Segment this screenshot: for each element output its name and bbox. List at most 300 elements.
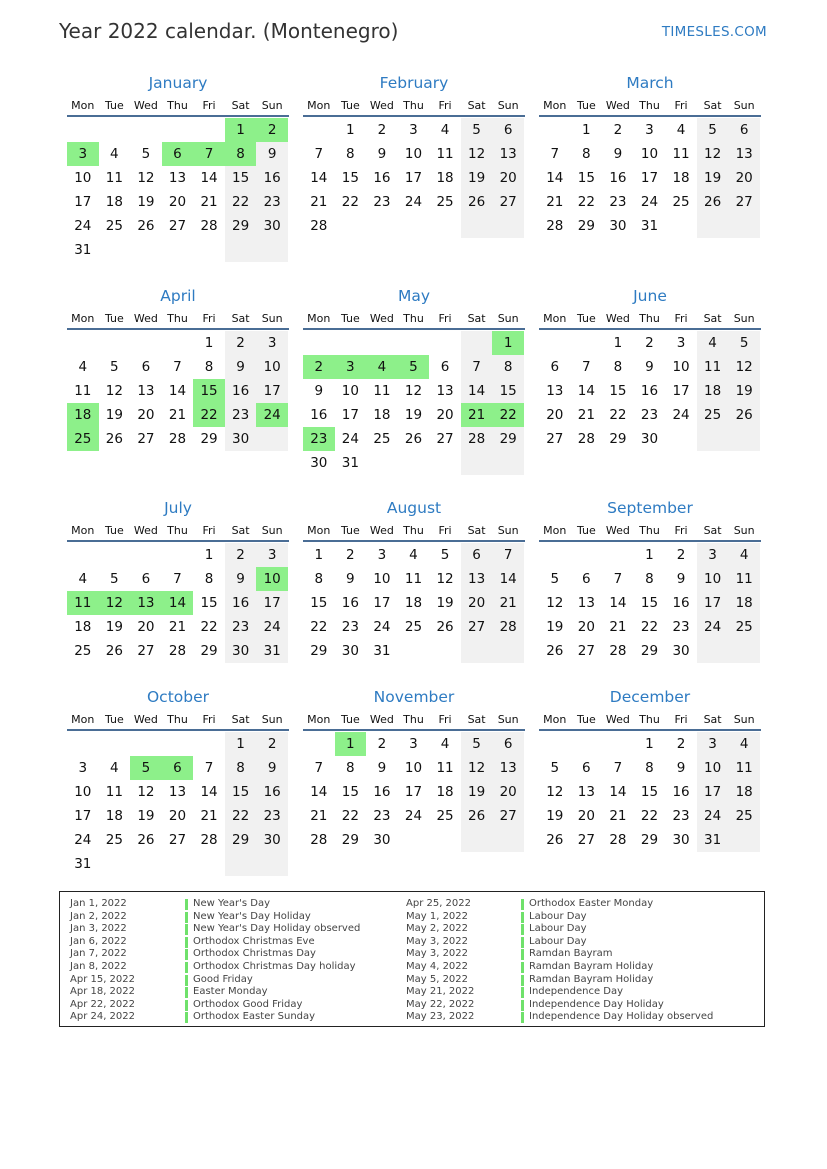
day-cell[interactable]: 9: [346, 571, 355, 587]
day-cell[interactable]: 24: [640, 194, 659, 210]
day-cell[interactable]: 21: [609, 619, 627, 635]
day-cell[interactable]: 7: [582, 359, 591, 375]
day-cell[interactable]: 19: [436, 595, 454, 611]
day-cell[interactable]: 15: [640, 595, 659, 611]
day-cell[interactable]: 16: [672, 784, 690, 800]
day-cell[interactable]: 14: [200, 784, 218, 800]
day-cell[interactable]: 23: [373, 808, 391, 824]
day-cell[interactable]: 28: [310, 832, 328, 848]
day-cell[interactable]: 31: [74, 242, 92, 258]
day-cell[interactable]: 27: [577, 832, 595, 848]
day-cell[interactable]: 10: [640, 146, 659, 162]
day-cell[interactable]: 26: [137, 218, 155, 234]
day-cell[interactable]: 1: [645, 736, 654, 752]
day-cell[interactable]: 29: [577, 218, 595, 234]
day-cell[interactable]: 20: [728, 166, 760, 190]
day-cell[interactable]: 11: [697, 355, 729, 379]
day-cell[interactable]: 21: [168, 407, 187, 423]
day-cell[interactable]: 13: [492, 142, 524, 166]
day-cell[interactable]: 13: [546, 383, 564, 399]
day-cell[interactable]: 15: [310, 595, 328, 611]
day-cell[interactable]: 26: [461, 804, 493, 828]
day-cell[interactable]: 12: [546, 595, 564, 611]
day-cell[interactable]: 18: [436, 170, 454, 186]
day-cell[interactable]: 1: [645, 547, 654, 563]
day-cell[interactable]: 18: [404, 595, 423, 611]
holiday-day-cell[interactable]: 5: [398, 355, 430, 379]
holiday-day-cell[interactable]: 1: [335, 732, 367, 756]
day-cell[interactable]: 25: [728, 615, 760, 639]
day-cell[interactable]: 5: [697, 118, 729, 142]
day-cell[interactable]: 31: [256, 639, 288, 663]
day-cell[interactable]: 8: [613, 359, 623, 375]
day-cell[interactable]: 30: [310, 455, 328, 471]
day-cell[interactable]: 5: [461, 118, 493, 142]
holiday-day-cell[interactable]: 2: [256, 118, 288, 142]
day-cell[interactable]: 19: [404, 407, 423, 423]
day-cell[interactable]: 27: [137, 431, 155, 447]
day-cell[interactable]: 18: [728, 591, 760, 615]
day-cell[interactable]: 9: [676, 571, 686, 587]
day-cell[interactable]: 8: [225, 756, 257, 780]
day-cell[interactable]: 1: [582, 122, 591, 138]
day-cell[interactable]: 29: [225, 214, 257, 238]
day-cell[interactable]: 14: [461, 379, 493, 403]
day-cell[interactable]: 28: [200, 218, 218, 234]
day-cell[interactable]: 14: [609, 595, 627, 611]
day-cell[interactable]: 26: [728, 403, 760, 427]
day-cell[interactable]: 4: [440, 736, 450, 752]
day-cell[interactable]: 31: [341, 455, 359, 471]
day-cell[interactable]: 7: [613, 571, 623, 587]
day-cell[interactable]: 3: [697, 732, 729, 756]
day-cell[interactable]: 28: [609, 643, 627, 659]
day-cell[interactable]: 7: [492, 543, 524, 567]
day-cell[interactable]: 25: [672, 194, 690, 210]
day-cell[interactable]: 5: [550, 571, 560, 587]
day-cell[interactable]: 7: [204, 760, 214, 776]
day-cell[interactable]: 11: [436, 760, 454, 776]
day-cell[interactable]: 3: [676, 335, 686, 351]
day-cell[interactable]: 25: [373, 431, 391, 447]
day-cell[interactable]: 22: [609, 407, 627, 423]
day-cell[interactable]: 24: [341, 431, 359, 447]
day-cell[interactable]: 12: [546, 784, 564, 800]
day-cell[interactable]: 16: [225, 379, 257, 403]
day-cell[interactable]: 7: [314, 146, 324, 162]
day-cell[interactable]: 26: [436, 619, 454, 635]
day-cell[interactable]: 9: [225, 355, 257, 379]
day-cell[interactable]: 30: [373, 832, 391, 848]
day-cell[interactable]: 2: [676, 547, 686, 563]
day-cell[interactable]: 9: [676, 760, 686, 776]
day-cell[interactable]: 29: [200, 643, 218, 659]
day-cell[interactable]: 31: [640, 218, 659, 234]
day-cell[interactable]: 23: [672, 619, 690, 635]
day-cell[interactable]: 21: [310, 194, 328, 210]
day-cell[interactable]: 13: [436, 383, 454, 399]
day-cell[interactable]: 14: [609, 784, 627, 800]
day-cell[interactable]: 30: [672, 832, 690, 848]
day-cell[interactable]: 16: [373, 784, 391, 800]
day-cell[interactable]: 28: [168, 431, 187, 447]
day-cell[interactable]: 28: [609, 832, 627, 848]
day-cell[interactable]: 23: [373, 194, 391, 210]
day-cell[interactable]: 27: [492, 804, 524, 828]
day-cell[interactable]: 19: [697, 166, 729, 190]
day-cell[interactable]: 29: [310, 643, 328, 659]
holiday-day-cell[interactable]: 6: [162, 756, 194, 780]
day-cell[interactable]: 23: [640, 407, 659, 423]
day-cell[interactable]: 21: [577, 407, 595, 423]
day-cell[interactable]: 25: [728, 804, 760, 828]
holiday-day-cell[interactable]: 25: [67, 427, 99, 451]
day-cell[interactable]: 15: [577, 170, 595, 186]
day-cell[interactable]: 8: [204, 359, 214, 375]
day-cell[interactable]: 17: [697, 780, 729, 804]
day-cell[interactable]: 10: [256, 355, 288, 379]
day-cell[interactable]: 13: [168, 784, 187, 800]
day-cell[interactable]: 17: [672, 383, 690, 399]
day-cell[interactable]: 14: [200, 170, 218, 186]
day-cell[interactable]: 16: [373, 170, 391, 186]
day-cell[interactable]: 19: [461, 780, 493, 804]
day-cell[interactable]: 27: [168, 218, 187, 234]
day-cell[interactable]: 2: [377, 736, 387, 752]
day-cell[interactable]: 26: [461, 190, 493, 214]
day-cell[interactable]: 24: [404, 194, 423, 210]
day-cell[interactable]: 20: [577, 808, 595, 824]
day-cell[interactable]: 10: [341, 383, 359, 399]
day-cell[interactable]: 9: [377, 146, 387, 162]
day-cell[interactable]: 10: [74, 784, 92, 800]
day-cell[interactable]: 23: [225, 615, 257, 639]
day-cell[interactable]: 13: [577, 595, 595, 611]
holiday-day-cell[interactable]: 4: [366, 355, 398, 379]
day-cell[interactable]: 15: [609, 383, 627, 399]
day-cell[interactable]: 27: [728, 190, 760, 214]
holiday-day-cell[interactable]: 2: [303, 355, 335, 379]
day-cell[interactable]: 10: [404, 146, 423, 162]
day-cell[interactable]: 12: [404, 383, 423, 399]
day-cell[interactable]: 13: [137, 383, 155, 399]
day-cell[interactable]: 3: [697, 543, 729, 567]
day-cell[interactable]: 20: [137, 407, 155, 423]
day-cell[interactable]: 5: [440, 547, 450, 563]
day-cell[interactable]: 27: [137, 643, 155, 659]
day-cell[interactable]: 2: [613, 122, 623, 138]
day-cell[interactable]: 5: [110, 359, 119, 375]
day-cell[interactable]: 12: [461, 142, 493, 166]
day-cell[interactable]: 15: [640, 784, 659, 800]
holiday-day-cell[interactable]: 8: [225, 142, 257, 166]
day-cell[interactable]: 7: [461, 355, 493, 379]
day-cell[interactable]: 30: [225, 639, 257, 663]
day-cell[interactable]: 3: [256, 543, 288, 567]
day-cell[interactable]: 11: [373, 383, 391, 399]
day-cell[interactable]: 27: [492, 190, 524, 214]
day-cell[interactable]: 5: [550, 760, 560, 776]
day-cell[interactable]: 7: [314, 760, 324, 776]
day-cell[interactable]: 19: [105, 407, 123, 423]
day-cell[interactable]: 12: [697, 142, 729, 166]
day-cell[interactable]: 4: [728, 732, 760, 756]
day-cell[interactable]: 29: [225, 828, 257, 852]
day-cell[interactable]: 21: [310, 808, 328, 824]
day-cell[interactable]: 2: [645, 335, 654, 351]
day-cell[interactable]: 7: [550, 146, 560, 162]
day-cell[interactable]: 18: [105, 194, 123, 210]
day-cell[interactable]: 21: [200, 194, 218, 210]
day-cell[interactable]: 30: [609, 218, 627, 234]
day-cell[interactable]: 30: [225, 427, 257, 451]
holiday-day-cell[interactable]: 22: [193, 403, 225, 427]
day-cell[interactable]: 22: [577, 194, 595, 210]
day-cell[interactable]: 4: [110, 760, 119, 776]
day-cell[interactable]: 2: [346, 547, 355, 563]
day-cell[interactable]: 25: [105, 218, 123, 234]
day-cell[interactable]: 27: [436, 431, 454, 447]
day-cell[interactable]: 7: [173, 571, 182, 587]
day-cell[interactable]: 6: [440, 359, 450, 375]
day-cell[interactable]: 24: [74, 218, 92, 234]
day-cell[interactable]: 24: [404, 808, 423, 824]
day-cell[interactable]: 22: [341, 194, 359, 210]
day-cell[interactable]: 27: [546, 431, 564, 447]
day-cell[interactable]: 25: [105, 832, 123, 848]
day-cell[interactable]: 18: [697, 379, 729, 403]
day-cell[interactable]: 14: [546, 170, 564, 186]
day-cell[interactable]: 22: [225, 804, 257, 828]
day-cell[interactable]: 30: [341, 643, 359, 659]
day-cell[interactable]: 8: [346, 760, 355, 776]
day-cell[interactable]: 6: [492, 732, 524, 756]
day-cell[interactable]: 16: [672, 595, 690, 611]
day-cell[interactable]: 2: [377, 122, 387, 138]
day-cell[interactable]: 24: [74, 832, 92, 848]
day-cell[interactable]: 13: [461, 567, 493, 591]
day-cell[interactable]: 12: [461, 756, 493, 780]
day-cell[interactable]: 9: [256, 142, 288, 166]
day-cell[interactable]: 19: [546, 808, 564, 824]
day-cell[interactable]: 4: [697, 331, 729, 355]
day-cell[interactable]: 30: [256, 214, 288, 238]
day-cell[interactable]: 6: [492, 118, 524, 142]
day-cell[interactable]: 29: [640, 832, 659, 848]
day-cell[interactable]: 14: [310, 784, 328, 800]
day-cell[interactable]: 28: [200, 832, 218, 848]
day-cell[interactable]: 27: [577, 643, 595, 659]
day-cell[interactable]: 18: [74, 619, 92, 635]
day-cell[interactable]: 28: [310, 218, 328, 234]
day-cell[interactable]: 3: [256, 331, 288, 355]
holiday-day-cell[interactable]: 5: [130, 756, 162, 780]
day-cell[interactable]: 2: [225, 331, 257, 355]
day-cell[interactable]: 5: [728, 331, 760, 355]
day-cell[interactable]: 9: [377, 760, 387, 776]
day-cell[interactable]: 28: [577, 431, 595, 447]
day-cell[interactable]: 10: [697, 756, 729, 780]
day-cell[interactable]: 20: [492, 166, 524, 190]
day-cell[interactable]: 17: [697, 591, 729, 615]
day-cell[interactable]: 18: [436, 784, 454, 800]
day-cell[interactable]: 19: [137, 194, 155, 210]
day-cell[interactable]: 15: [225, 166, 257, 190]
day-cell[interactable]: 9: [645, 359, 654, 375]
day-cell[interactable]: 14: [577, 383, 595, 399]
holiday-day-cell[interactable]: 12: [99, 591, 131, 615]
day-cell[interactable]: 25: [436, 808, 454, 824]
day-cell[interactable]: 26: [697, 190, 729, 214]
day-cell[interactable]: 5: [141, 146, 151, 162]
day-cell[interactable]: 11: [105, 784, 123, 800]
day-cell[interactable]: 19: [137, 808, 155, 824]
day-cell[interactable]: 6: [141, 571, 151, 587]
day-cell[interactable]: 31: [697, 828, 729, 852]
day-cell[interactable]: 17: [373, 595, 391, 611]
day-cell[interactable]: 22: [200, 619, 218, 635]
day-cell[interactable]: 17: [404, 784, 423, 800]
day-cell[interactable]: 25: [404, 619, 423, 635]
day-cell[interactable]: 21: [546, 194, 564, 210]
day-cell[interactable]: 11: [436, 146, 454, 162]
day-cell[interactable]: 15: [492, 379, 524, 403]
day-cell[interactable]: 20: [461, 591, 493, 615]
day-cell[interactable]: 24: [697, 804, 729, 828]
holiday-day-cell[interactable]: 6: [162, 142, 194, 166]
day-cell[interactable]: 4: [440, 122, 450, 138]
day-cell[interactable]: 26: [546, 832, 564, 848]
day-cell[interactable]: 31: [373, 643, 391, 659]
day-cell[interactable]: 21: [168, 619, 187, 635]
day-cell[interactable]: 22: [640, 619, 659, 635]
day-cell[interactable]: 17: [74, 808, 92, 824]
day-cell[interactable]: 11: [404, 571, 423, 587]
day-cell[interactable]: 29: [492, 427, 524, 451]
day-cell[interactable]: 20: [168, 194, 187, 210]
day-cell[interactable]: 25: [697, 403, 729, 427]
day-cell[interactable]: 16: [640, 383, 659, 399]
day-cell[interactable]: 10: [404, 760, 423, 776]
day-cell[interactable]: 6: [582, 571, 591, 587]
day-cell[interactable]: 10: [672, 359, 690, 375]
day-cell[interactable]: 26: [404, 431, 423, 447]
day-cell[interactable]: 20: [546, 407, 564, 423]
day-cell[interactable]: 22: [640, 808, 659, 824]
day-cell[interactable]: 13: [728, 142, 760, 166]
day-cell[interactable]: 26: [137, 832, 155, 848]
day-cell[interactable]: 3: [377, 547, 387, 563]
day-cell[interactable]: 20: [168, 808, 187, 824]
brand-logo-text[interactable]: TIMESLES.COM: [661, 24, 767, 40]
day-cell[interactable]: 6: [728, 118, 760, 142]
day-cell[interactable]: 14: [310, 170, 328, 186]
day-cell[interactable]: 1: [204, 335, 214, 351]
day-cell[interactable]: 25: [74, 643, 92, 659]
day-cell[interactable]: 26: [105, 431, 123, 447]
day-cell[interactable]: 4: [728, 543, 760, 567]
day-cell[interactable]: 19: [546, 619, 564, 635]
day-cell[interactable]: 13: [168, 170, 187, 186]
day-cell[interactable]: 17: [74, 194, 92, 210]
day-cell[interactable]: 12: [137, 170, 155, 186]
day-cell[interactable]: 21: [492, 591, 524, 615]
day-cell[interactable]: 17: [256, 591, 288, 615]
day-cell[interactable]: 8: [492, 355, 524, 379]
day-cell[interactable]: 1: [346, 122, 355, 138]
day-cell[interactable]: 20: [137, 619, 155, 635]
day-cell[interactable]: 29: [341, 832, 359, 848]
day-cell[interactable]: 11: [728, 756, 760, 780]
day-cell[interactable]: 1: [613, 335, 623, 351]
day-cell[interactable]: 14: [492, 567, 524, 591]
day-cell[interactable]: 5: [110, 571, 119, 587]
day-cell[interactable]: 19: [105, 619, 123, 635]
day-cell[interactable]: 16: [256, 166, 288, 190]
day-cell[interactable]: 27: [461, 615, 493, 639]
day-cell[interactable]: 15: [341, 784, 359, 800]
day-cell[interactable]: 23: [341, 619, 359, 635]
day-cell[interactable]: 11: [74, 383, 92, 399]
day-cell[interactable]: 27: [168, 832, 187, 848]
day-cell[interactable]: 8: [314, 571, 324, 587]
day-cell[interactable]: 10: [74, 170, 92, 186]
day-cell[interactable]: 20: [436, 407, 454, 423]
holiday-day-cell[interactable]: 13: [130, 591, 162, 615]
day-cell[interactable]: 23: [609, 194, 627, 210]
day-cell[interactable]: 24: [373, 619, 391, 635]
day-cell[interactable]: 2: [256, 732, 288, 756]
day-cell[interactable]: 30: [640, 431, 659, 447]
day-cell[interactable]: 4: [78, 359, 88, 375]
day-cell[interactable]: 22: [310, 619, 328, 635]
day-cell[interactable]: 17: [341, 407, 359, 423]
day-cell[interactable]: 21: [609, 808, 627, 824]
day-cell[interactable]: 18: [373, 407, 391, 423]
holiday-day-cell[interactable]: 3: [335, 355, 367, 379]
day-cell[interactable]: 16: [310, 407, 328, 423]
day-cell[interactable]: 9: [225, 567, 257, 591]
day-cell[interactable]: 1: [314, 547, 324, 563]
day-cell[interactable]: 7: [613, 760, 623, 776]
day-cell[interactable]: 8: [582, 146, 591, 162]
holiday-day-cell[interactable]: 1: [492, 331, 524, 355]
day-cell[interactable]: 29: [640, 643, 659, 659]
day-cell[interactable]: 30: [256, 828, 288, 852]
holiday-day-cell[interactable]: 22: [492, 403, 524, 427]
day-cell[interactable]: 6: [141, 359, 151, 375]
day-cell[interactable]: 17: [640, 170, 659, 186]
day-cell[interactable]: 15: [225, 780, 257, 804]
holiday-day-cell[interactable]: 18: [67, 403, 99, 427]
day-cell[interactable]: 11: [728, 567, 760, 591]
day-cell[interactable]: 6: [461, 543, 493, 567]
day-cell[interactable]: 26: [105, 643, 123, 659]
day-cell[interactable]: 1: [225, 732, 257, 756]
day-cell[interactable]: 7: [173, 359, 182, 375]
day-cell[interactable]: 22: [225, 190, 257, 214]
holiday-day-cell[interactable]: 1: [225, 118, 257, 142]
day-cell[interactable]: 16: [609, 170, 627, 186]
day-cell[interactable]: 26: [546, 643, 564, 659]
day-cell[interactable]: 4: [110, 146, 119, 162]
day-cell[interactable]: 12: [728, 355, 760, 379]
day-cell[interactable]: 29: [609, 431, 627, 447]
day-cell[interactable]: 4: [78, 571, 88, 587]
day-cell[interactable]: 23: [672, 808, 690, 824]
day-cell[interactable]: 13: [492, 756, 524, 780]
day-cell[interactable]: 24: [672, 407, 690, 423]
